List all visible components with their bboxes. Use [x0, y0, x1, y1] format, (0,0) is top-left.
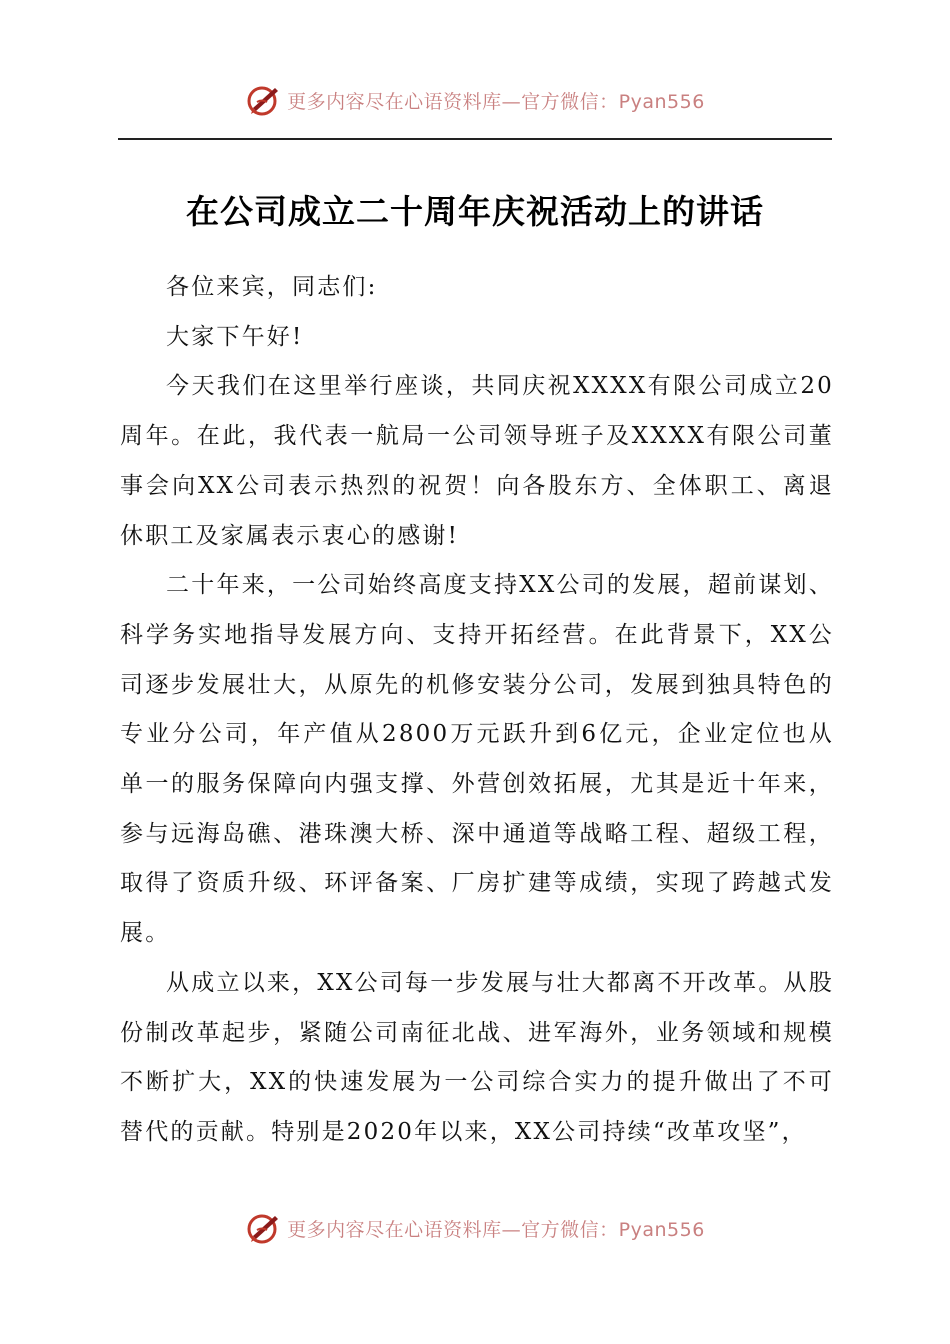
header-banner — [0, 82, 950, 118]
pen-logo-icon — [245, 1210, 281, 1246]
document-body — [120, 263, 834, 1158]
header-divider — [118, 138, 832, 140]
paragraph-1: 各位来宾，同志们: — [166, 274, 378, 300]
paragraph-4: 二十年来，一公司始终高度支持XX公司的发展，超前谋划、科学务实地指导发展方向、支持开拓经营。在此背景下，XX公司逐步发展壮大，从原先的机修安装分公司，发展到独具特色的专业分公司，年产值从2800万元跃升到6亿元，企业定位也从单一的服务保障向内强支撑、外营创效拓展，尤其是近十年来，参与远海岛礁、港珠澳大桥、深中通道等战略工程、超级工程，取得了资质升级、环评备案、厂房扩建等成绩，实现了跨越式发展。 — [120, 572, 834, 947]
paragraph-2: 大家下午好! — [166, 323, 304, 350]
paragraph-5: 从成立以来，XX公司每一步发展与壮大都离不开改革。从股份制改革起步，紧随公司南征北战、进军海外，业务领域和规模不断扩大，XX的快速发展为一公司综合实力的提升做出了不可替代的贡献。特别是2020年以来，XX公司持续“改革攻坚”， — [120, 969, 834, 1145]
pen-logo-icon — [245, 82, 281, 118]
footer-wechat-id: Pyan556 — [618, 1218, 705, 1241]
document-title: 在公司成立二十周年庆祝活动上的讲话 — [186, 192, 764, 231]
paragraph-3: 今天我们在这里举行座谈，共同庆祝XXXX有限公司成立20周年。在此，我代表一航局一公司领导班子及XXXX有限公司董事会向XX公司表示热烈的祝贺！向各股东方、全体职工、离退休职工及家属表示衷心的感谢! — [120, 373, 834, 549]
footer-banner-text: 更多内容尽在心语资料库—官方微信：Pyan556 — [287, 1218, 705, 1241]
footer-banner — [0, 1210, 950, 1246]
header-wechat-id: Pyan556 — [618, 90, 705, 113]
header-banner-text: 更多内容尽在心语资料库—官方微信：Pyan556 — [287, 90, 705, 113]
